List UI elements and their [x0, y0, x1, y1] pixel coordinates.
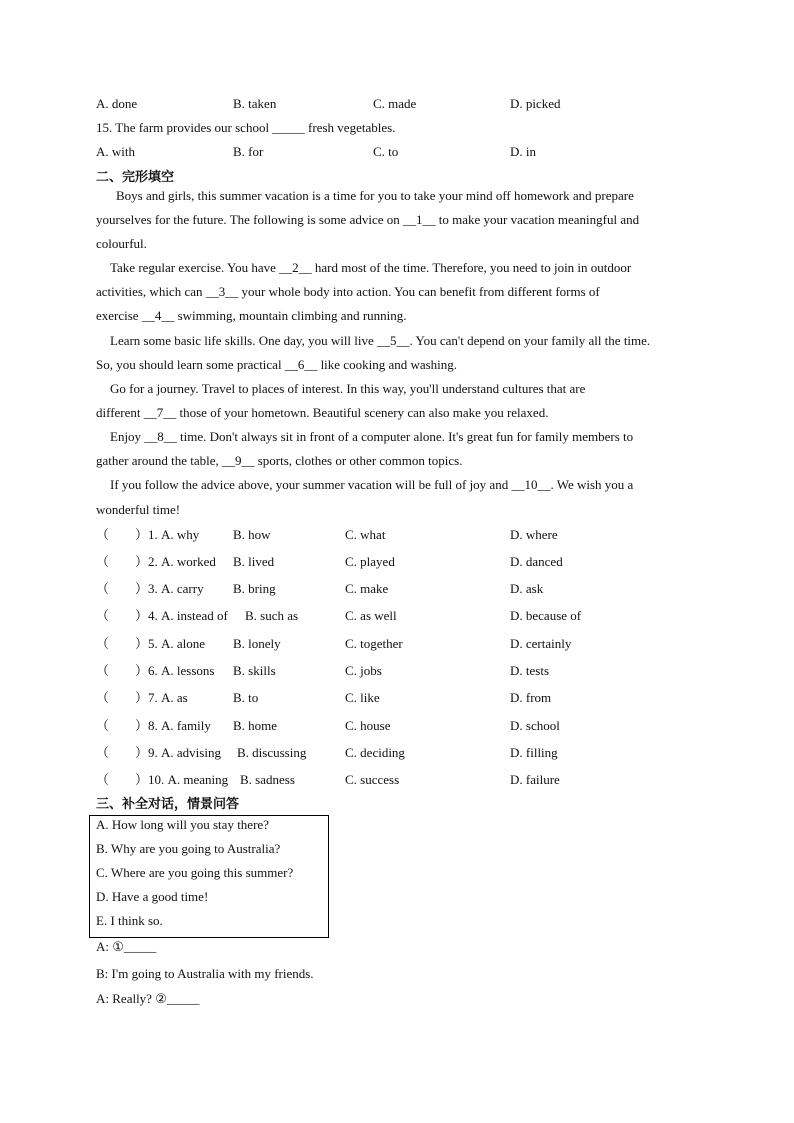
dialogue-line-3: A: Really? ②_____: [96, 991, 200, 1006]
passage-line-7: Learn some basic life skills. One day, you will live __5__. You can't depend on your family all the time.: [110, 333, 651, 348]
q15-option-a: A. with: [96, 144, 135, 159]
question-3-option-c: C. make: [345, 581, 389, 596]
box-option-a: A. How long will you stay there?: [96, 817, 269, 832]
section2-heading: 二、完形填空: [96, 170, 175, 185]
passage-line-1: Boys and girls, this summer vacation is a time for you to take your mind off homework and prepare: [116, 188, 634, 203]
dialogue-line-2: B: I'm going to Australia with my friends.: [96, 966, 314, 981]
question-5-stem-a: （ ）5. A. alone: [96, 636, 206, 651]
passage-line-5: activities, which can __3__ your whole body into action. You can benefit from different forms of: [96, 284, 600, 299]
passage-line-8: So, you should learn some practical __6__ like cooking and washing.: [96, 357, 458, 372]
question-4-option-d: D. because of: [510, 608, 582, 623]
box-option-c: C. Where are you going this summer?: [96, 865, 294, 880]
question-9-option-d: D. filling: [510, 745, 558, 760]
passage-line-13: If you follow the advice above, your summer vacation will be full of joy and __10__. We wish you a: [110, 477, 634, 492]
question-2-stem-a: （ ）2. A. worked: [96, 554, 216, 569]
question-4-option-c: C. as well: [345, 608, 397, 623]
question-7-option-c: C. like: [345, 690, 380, 705]
q14-option-b: B. taken: [233, 96, 277, 111]
q14-option-a: A. done: [96, 96, 138, 111]
passage-line-11: Enjoy __8__ time. Don't always sit in front of a computer alone. It's great fun for family members to: [110, 429, 634, 444]
question-6-option-c: C. jobs: [345, 663, 382, 678]
question-8-option-c: C. house: [345, 718, 391, 733]
question-9-option-b: B. discussing: [237, 745, 307, 760]
question-6-stem-a: （ ）6. A. lessons: [96, 663, 215, 678]
question-2-option-d: D. danced: [510, 554, 563, 569]
passage-line-4: Take regular exercise. You have __2__ hard most of the time. Therefore, you need to join in outdoor: [110, 260, 632, 275]
question-10-option-c: C. success: [345, 772, 400, 787]
passage-line-12: gather around the table, __9__ sports, clothes or other common topics.: [96, 453, 463, 468]
question-1-option-c: C. what: [345, 527, 386, 542]
passage-line-2: yourselves for the future. The following is some advice on __1__ to make your vacation meaningful and: [96, 212, 640, 227]
question-4-option-b: B. such as: [245, 608, 299, 623]
question-8-option-d: D. school: [510, 718, 560, 733]
question-3-option-d: D. ask: [510, 581, 544, 596]
question-10-option-b: B. sadness: [240, 772, 295, 787]
passage-line-10: different __7__ those of your hometown. Beautiful scenery can also make you relaxed.: [96, 405, 549, 420]
q15-option-d: D. in: [510, 144, 536, 159]
question-5-option-c: C. together: [345, 636, 403, 651]
box-option-e: E. I think so.: [96, 913, 163, 928]
question-4-stem-a: （ ）4. A. instead of: [96, 608, 228, 623]
question-1-option-b: B. how: [233, 527, 271, 542]
dialogue-line-1: A: ①_____: [96, 939, 157, 954]
question-9-option-c: C. deciding: [345, 745, 405, 760]
question-8-option-b: B. home: [233, 718, 278, 733]
question-5-option-d: D. certainly: [510, 636, 572, 651]
section3-heading: 三、补全对话，情景问答: [96, 797, 240, 812]
box-option-d: D. Have a good time!: [96, 889, 209, 904]
q14-option-d: D. picked: [510, 96, 561, 111]
question-8-stem-a: （ ）8. A. family: [96, 718, 211, 733]
question-10-stem-a: （ ）10. A. meaning: [96, 772, 229, 787]
question-7-option-d: D. from: [510, 690, 552, 705]
q15-stem: 15. The farm provides our school _____ fresh vegetables.: [96, 120, 396, 135]
question-1-stem-a: （ ）1. A. why: [96, 527, 200, 542]
question-10-option-d: D. failure: [510, 772, 560, 787]
passage-line-6: exercise __4__ swimming, mountain climbing and running.: [96, 308, 407, 323]
question-6-option-d: D. tests: [510, 663, 549, 678]
question-3-stem-a: （ ）3. A. carry: [96, 581, 204, 596]
question-2-option-b: B. lived: [233, 554, 275, 569]
box-option-b: B. Why are you going to Australia?: [96, 841, 281, 856]
question-7-option-b: B. to: [233, 690, 259, 705]
q15-option-c: C. to: [373, 144, 399, 159]
question-9-stem-a: （ ）9. A. advising: [96, 745, 221, 760]
passage-line-3: colourful.: [96, 236, 147, 251]
passage-line-14: wonderful time!: [96, 502, 181, 517]
q15-option-b: B. for: [233, 144, 264, 159]
question-1-option-d: D. where: [510, 527, 558, 542]
question-3-option-b: B. bring: [233, 581, 276, 596]
question-2-option-c: C. played: [345, 554, 395, 569]
passage-line-9: Go for a journey. Travel to places of interest. In this way, you'll understand cultures that are: [110, 381, 586, 396]
q14-option-c: C. made: [373, 96, 417, 111]
question-5-option-b: B. lonely: [233, 636, 281, 651]
question-7-stem-a: （ ）7. A. as: [96, 690, 188, 705]
question-6-option-b: B. skills: [233, 663, 276, 678]
